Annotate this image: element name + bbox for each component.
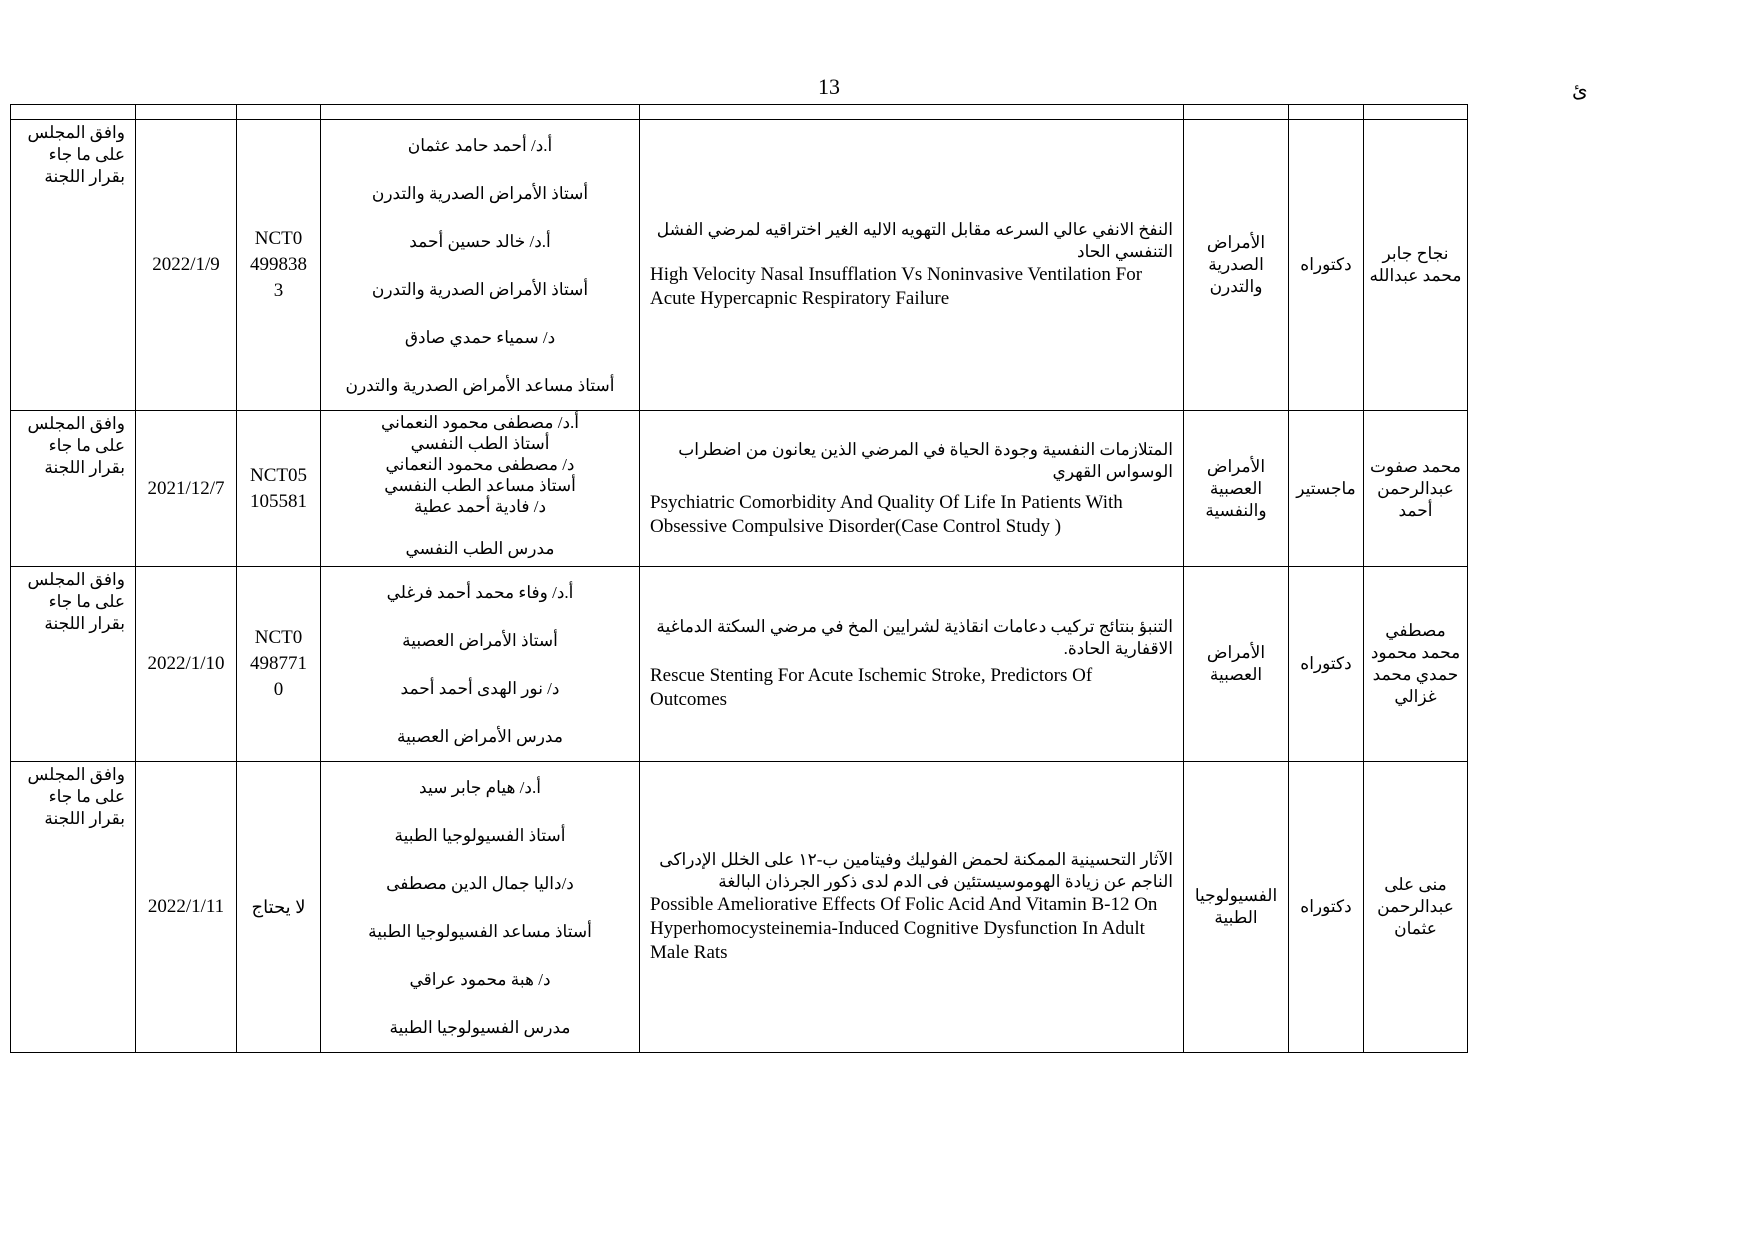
supervisor-line: أستاذ الطب النفسي (410, 434, 550, 453)
title-english: Psychiatric Comorbidity And Quality Of Life In Patients With Obsessive Compulsive Disorder(Case Control Study ) (650, 491, 1123, 537)
table-row (11, 567, 1468, 762)
header-cell (640, 105, 1184, 120)
supervisor-line: أستاذ مساعد الفسيولوجيا الطبية (368, 922, 592, 941)
department-cell: الفسيولوجيا الطبية (1184, 762, 1289, 1053)
date-cell: 2022/1/10 (136, 567, 237, 762)
nct-cell (237, 411, 321, 567)
degree-cell: دكتوراه (1289, 762, 1364, 1053)
table-row (11, 762, 1468, 1053)
degree-cell: دكتوراه (1289, 120, 1364, 411)
thesis-title-cell (640, 567, 1184, 762)
supervisor-line: د/ هبة محمود عراقي (409, 970, 551, 989)
degree-cell: ماجستير (1289, 411, 1364, 567)
title-arabic: التنبؤ بنتائج تركيب دعامات انقاذية لشرايين المخ في مرضي السكتة الدماغية الاقفارية الحادة. (656, 617, 1173, 658)
name-cell: مصطفي محمد محمود حمدي محمد غزالي (1364, 567, 1468, 762)
supervisor-line: أ.د/ هيام جابر سيد (419, 778, 541, 797)
nct-line: 3 (273, 280, 284, 301)
date-cell: 2021/12/7 (136, 411, 237, 567)
department-cell: الأمراض الصدرية والتدرن (1184, 120, 1289, 411)
decision-cell: وافق المجلس على ما جاء بقرار اللجنة (11, 120, 136, 411)
title-english: Rescue Stenting For Acute Ischemic Stroke, Predictors Of Outcomes (650, 665, 1093, 710)
thesis-title-cell (640, 411, 1184, 567)
date-cell: 2022/1/11 (136, 762, 237, 1053)
supervisor-line: أ.د/ مصطفى محمود النعماني (381, 413, 579, 432)
nct-line: NCT05 (250, 464, 307, 486)
name-cell: محمد صفوت عبدالرحمن أحمد (1364, 411, 1468, 567)
header-cell (237, 105, 321, 120)
header-cell (136, 105, 237, 120)
nct-line: 498771 (250, 653, 307, 674)
page-number: 13 (818, 74, 840, 99)
supervisor-line: مدرس الفسيولوجيا الطبية (389, 1018, 571, 1037)
nct-cell: لا يحتاج (237, 762, 321, 1053)
date-cell: 2022/1/9 (136, 120, 237, 411)
header-cell (11, 105, 136, 120)
nct-cell (237, 567, 321, 762)
title-arabic: النفخ الانفي عالي السرعه مقابل التهويه الاليه الغير اختراقيه لمرضي الفشل التنفسي الحاد (656, 220, 1173, 261)
title-arabic: الآثار التحسينية الممكنة لحمض الفوليك وفيتامين ب-١٢ على الخلل الإدراكى الناجم عن زيادة الهوموسيستئين فى الدم لدى ذكور الجرذان البالغة (659, 850, 1173, 891)
table-row (11, 120, 1468, 411)
decision-cell: وافق المجلس على ما جاء بقرار اللجنة (11, 762, 136, 1053)
title-arabic: المتلازمات النفسية وجودة الحياة في المرضي الذين يعانون من اضطراب الوسواس القهري (678, 439, 1173, 481)
supervisor-line: د/ سمياء حمدي صادق (404, 328, 556, 347)
supervisor-line: أستاذ الفسيولوجيا الطبية (394, 826, 566, 845)
supervisor-line: أستاذ الأمراض الصدرية والتدرن (371, 184, 589, 203)
nct-line: 499838 (250, 254, 307, 275)
nct-line: NCT0 (254, 228, 303, 249)
department-cell: الأمراض العصبية والنفسية (1184, 411, 1289, 567)
supervisor-line: أستاذ الأمراض العصبية (402, 631, 558, 650)
supervisors-cell (321, 411, 640, 567)
nct-cell (237, 120, 321, 411)
title-english: High Velocity Nasal Insufflation Vs Noninvasive Ventilation For Acute Hypercapnic Respiratory Failure (650, 264, 1143, 309)
decision-cell: وافق المجلس على ما جاء بقرار اللجنة (11, 567, 136, 762)
degree-cell: دكتوراه (1289, 567, 1364, 762)
name-cell: نجاح جابر محمد عبدالله (1364, 120, 1468, 411)
header-cell (1184, 105, 1289, 120)
supervisor-line: د/ فادية أحمد عطية (413, 497, 547, 516)
supervisor-spacer (321, 517, 639, 538)
decision-cell: وافق المجلس على ما جاء بقرار اللجنة (11, 411, 136, 567)
department-cell: الأمراض العصبية (1184, 567, 1289, 762)
header-cell (321, 105, 640, 120)
supervisors-cell (321, 762, 640, 1053)
supervisor-line: د/ مصطفى محمود النعماني (385, 455, 575, 474)
header-cell (1289, 105, 1364, 120)
thesis-title-cell (640, 762, 1184, 1053)
nct-line: 105581 (250, 490, 307, 512)
supervisor-line: أستاذ مساعد الطب النفسي (384, 476, 576, 495)
supervisor-line: أ.د/ وفاء محمد أحمد فرغلي (386, 583, 574, 602)
header-cell (1364, 105, 1468, 120)
name-cell: منى على عبدالرحمن عثمان (1364, 762, 1468, 1053)
table-row (11, 411, 1468, 567)
corner-mark: ئ (1572, 80, 1588, 102)
thesis-title-cell (640, 120, 1184, 411)
supervisor-line: د/ نور الهدى أحمد أحمد (400, 679, 560, 698)
supervisor-line: مدرس الطب النفسي (405, 539, 555, 558)
supervisor-line: أ.د/ أحمد حامد عثمان (407, 136, 553, 155)
supervisor-line: أ.د/ خالد حسين أحمد (409, 232, 551, 251)
registration-table (10, 104, 1468, 1053)
title-english: Possible Ameliorative Effects Of Folic Acid And Vitamin B-12 On Hyperhomocysteinemia-Induced Cognitive Dysfunction In Adult Male Rats (650, 894, 1158, 963)
nct-line: NCT0 (254, 627, 303, 648)
nct-line: 0 (273, 679, 284, 700)
supervisors-cell (321, 120, 640, 411)
supervisor-line: مدرس الأمراض العصبية (397, 727, 563, 746)
supervisor-line: أستاذ مساعد الأمراض الصدرية والتدرن (345, 376, 615, 395)
supervisor-line: أستاذ الأمراض الصدرية والتدرن (371, 280, 589, 299)
supervisor-line: د/داليا جمال الدين مصطفى (386, 874, 574, 893)
table-header-row (11, 105, 1468, 120)
supervisors-cell (321, 567, 640, 762)
